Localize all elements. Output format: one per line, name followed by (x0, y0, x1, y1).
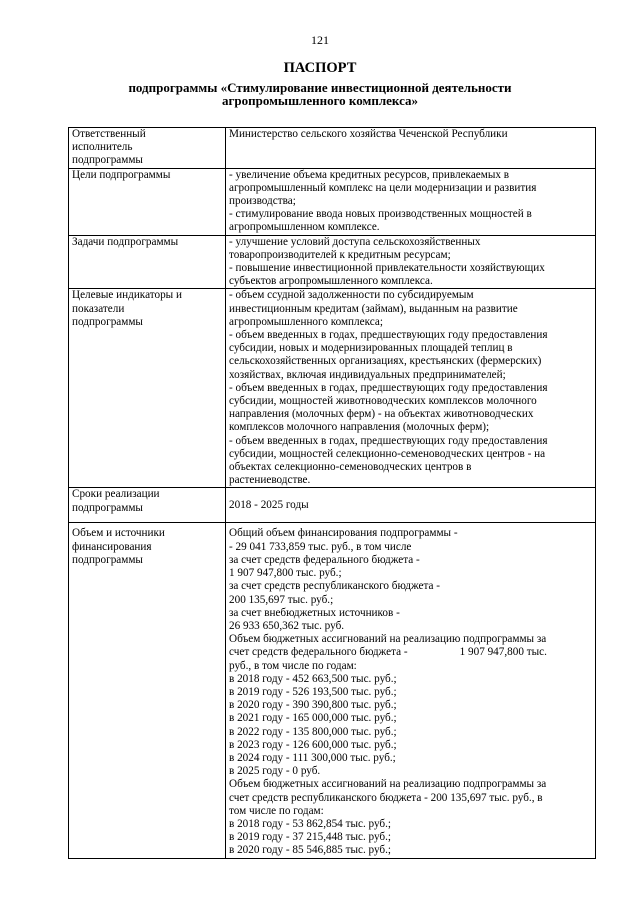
value-line: 26 933 650,362 тыс. руб. (229, 619, 345, 632)
value-line: направления (молочных ферм) - на объектах животноводческих (229, 408, 534, 421)
row-label (69, 168, 226, 235)
page-subtitle (0, 81, 640, 107)
value-line: в 2023 году - 126 600,000 тыс. руб.; (229, 738, 397, 751)
subtitle-line: подпрограммы «Стимулирование инвестиционной деятельности (128, 80, 512, 95)
value-line: хозяйствах, включая индивидуальных предпринимателей; (229, 368, 506, 381)
label-line: исполнитель (72, 141, 133, 154)
value-line: субсидии, новых и модернизированных площадей теплиц в (229, 342, 513, 355)
value-line: в 2019 году - 37 215,448 тыс. руб.; (229, 831, 392, 844)
value-line: руб., в том числе по годам: (229, 659, 357, 672)
value-line (229, 646, 592, 659)
label-line: подпрограммы (72, 154, 143, 167)
table-row-goals (69, 168, 596, 235)
value-line: инвестиционным кредитам (займам), выданным на развитие (229, 302, 518, 315)
value-line: в 2019 году - 526 193,500 тыс. руб.; (229, 685, 397, 698)
table-row-tasks (69, 235, 596, 289)
page-title: ПАСПОРТ (283, 60, 357, 76)
row-label (69, 235, 226, 289)
label-line: показатели (72, 302, 125, 315)
label-line: подпрограммы (72, 553, 143, 566)
value-line: - стимулирование ввода новых производственных мощностей в (229, 208, 532, 221)
value-line: Министерство сельского хозяйства Чеченской Республики (229, 128, 508, 140)
value-line: субсидии, мощностей животноводческих комплексов молочного (229, 395, 537, 408)
value-line: в 2025 году - 0 руб. (229, 765, 321, 778)
table-row-funding (69, 523, 596, 858)
row-value (226, 168, 596, 235)
value-line: - улучшение условий доступа сельскохозяйственных (229, 235, 481, 248)
value-line: счет средств республиканского бюджета - 200 135,697 тыс. руб., в (229, 791, 543, 804)
value-line: сельскохозяйственных организациях, крестьянских (фермерских) (229, 355, 542, 368)
label-line: финансирования (72, 540, 152, 553)
federal-prefix: счет средств федерального бюджета - (229, 646, 408, 659)
value-line: агропромышленном комплексе. (229, 221, 380, 234)
row-label (69, 488, 226, 523)
value-line: субсидии, мощностей селекционно-семеноводческих центров - на (229, 447, 546, 460)
value-line: 2018 - 2025 годы (229, 498, 309, 511)
value-line: в 2022 году - 135 800,000 тыс. руб.; (229, 725, 397, 738)
value-line: - объем введенных в годах, предшествующих году предоставления (229, 381, 548, 394)
table-row-periods (69, 488, 596, 523)
value-line: комплексов молочного направления (молочных ферм); (229, 421, 490, 434)
value-line: за счет средств республиканского бюджета - (229, 580, 441, 593)
label-line: подпрограммы (72, 315, 143, 328)
label-line: подпрограммы (72, 501, 143, 514)
label-line: Объем и источники (72, 527, 165, 540)
value-line: агропромышленного комплекса; (229, 315, 383, 328)
value-line: товаропроизводителей к кредитным ресурсам; (229, 248, 451, 261)
value-line: за счет средств федерального бюджета - (229, 553, 420, 566)
page-number: 121 (311, 33, 329, 47)
value-line: 200 135,697 тыс. руб.; (229, 593, 334, 606)
value-line: Объем бюджетных ассигнований на реализацию подпрограммы за (229, 778, 547, 791)
value-line: агропромышленный комплекс на цели модернизации и развития (229, 181, 537, 194)
row-value (226, 235, 596, 289)
value-line: в 2018 году - 53 862,854 тыс. руб.; (229, 817, 392, 830)
label-line: Ответственный (72, 128, 146, 140)
label-line: Цели подпрограммы (72, 168, 171, 181)
value-line: за счет внебюджетных источников - (229, 606, 400, 619)
value-line: Объем бюджетных ассигнований на реализацию подпрограммы за (229, 633, 547, 646)
value-line: в 2020 году - 85 546,885 тыс. руб.; (229, 844, 392, 857)
value-line: субъектов агропромышленного комплекса. (229, 275, 433, 288)
value-line: том числе по годам: (229, 804, 324, 817)
row-value (226, 289, 596, 488)
value-line: Общий объем финансирования подпрограммы - (229, 527, 458, 540)
label-line: Задачи подпрограммы (72, 235, 179, 248)
value-line: - объем введенных в годах, предшествующих году предоставления (229, 434, 548, 447)
row-label (69, 128, 226, 169)
row-label (69, 289, 226, 488)
table-row-indicators (69, 289, 596, 488)
label-line: Сроки реализации (72, 488, 160, 501)
value-line: в 2018 году - 452 663,500 тыс. руб.; (229, 672, 397, 685)
value-line: в 2021 году - 165 000,000 тыс. руб.; (229, 712, 397, 725)
value-line: в 2024 году - 111 300,000 тыс. руб.; (229, 751, 396, 764)
row-value (226, 488, 596, 523)
row-label (69, 523, 226, 858)
value-line: 1 907 947,800 тыс. руб.; (229, 567, 342, 580)
value-line: - объем введенных в годах, предшествующих году предоставления (229, 329, 548, 342)
federal-amount: 1 907 947,800 тыс. (459, 646, 547, 659)
value-line: - 29 041 733,859 тыс. руб., в том числе (229, 540, 412, 553)
table-row-executor (69, 128, 596, 169)
value-line: - объем ссудной задолженности по субсидируемым (229, 289, 474, 302)
value-line: - повышение инвестиционной привлекательности хозяйствующих (229, 262, 545, 275)
value-line: растениеводстве. (229, 474, 311, 487)
subtitle-line: агропромышленного комплекса» (221, 93, 419, 108)
value-line: в 2020 году - 390 390,800 тыс. руб.; (229, 699, 397, 712)
passport-table (68, 127, 596, 859)
label-line: Целевые индикаторы и (72, 289, 182, 302)
value-line: производства; (229, 195, 296, 208)
row-value (226, 523, 596, 858)
value-line: объектах селекционно-семеноводческих центров в (229, 461, 472, 474)
value-line: - увеличение объема кредитных ресурсов, привлекаемых в (229, 168, 510, 181)
row-value (226, 128, 596, 169)
